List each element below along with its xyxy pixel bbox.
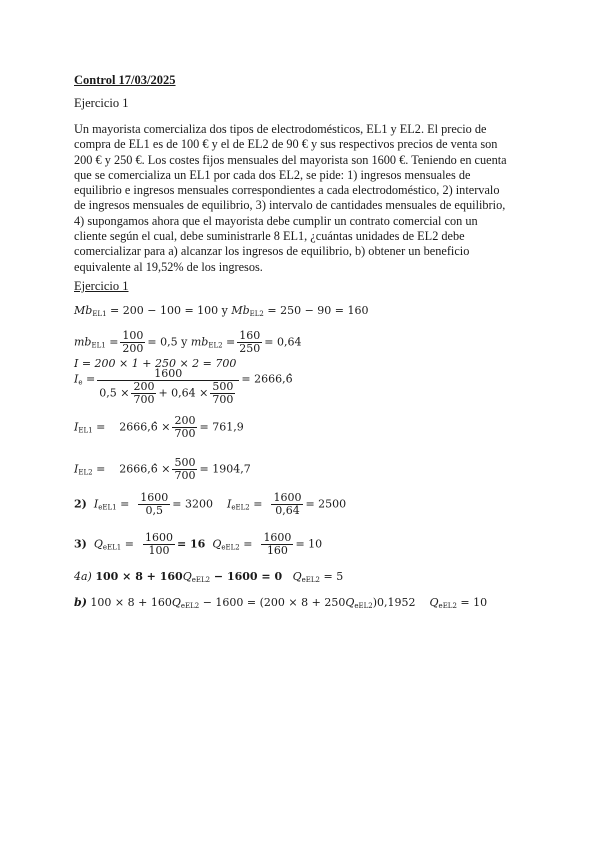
equation-part-4b: b) $100 \times 8 + 160Q_{eEL2} - 1600 = (200 \times 8 + 250Q_{eEL2})0,1952$ $Q_{eEL2} = 10$ [74, 596, 488, 610]
equation-income-interval: 2) $I_{eEL1}$ = $\frac{1600}{0,5}$ = 3200 $I_{eEL2}$ = $\frac{1600}{0,64}$ = 2500 [74, 491, 347, 517]
equation-equilibrium-income: $I_e$ = 1600 0,5 × $\frac{200}{700}$ + 0,64 × $\frac{500}{700}$ = 2666,6̂ [74, 367, 293, 406]
document-title: Control 17/03/2025 [74, 73, 176, 87]
statement-line: equivalente al 19,52% de los ingresos. [74, 259, 263, 274]
equation-unit-margin: $Mb_{EL1} = 200 - 100 = 100$ y $Mb_{EL2} = 250 - 90 = 160$ [74, 304, 369, 318]
statement-line: 200 € y 250 €. Los costes fijos mensuales del mayorista son 1600 €. Teniendo en cuenta [74, 152, 507, 167]
statement-line: compra de EL1 es de 100 € y el de EL2 de 90 € y sus respectivos precios de venta son [74, 137, 498, 152]
equation-income: I = 200 × 1 + 250 × 2 = 700 [74, 357, 237, 370]
equation-margin-ratio: $mb_{EL1}$ = $\frac{100}{200}$ = 0,5 y $mb_{EL2}$ = $\frac{160}{250}$ = 0,64 [74, 329, 302, 355]
statement-line: de ingresos mensuales de equilibrio, 3) intervalo de cantidades mensuales de equilibrio, [74, 198, 506, 213]
problem-statement [74, 122, 534, 275]
statement-line: 4) supongamos ahora que el mayorista debe cumplir un contrato comercial con un [74, 213, 478, 228]
statement-line: que se comercializa un EL1 por cada dos EL2, se pide: 1) ingresos mensuales de [74, 167, 471, 182]
exercise-heading: Ejercicio 1 [74, 96, 129, 110]
statement-line: cliente según el cual, debe suministrarle 8 EL1, ¿cuántas unidades de EL2 debe [74, 229, 465, 244]
equation-income-el1: $I_{EL1}$ = 2666,6̂ × $\frac{200}{700}$ = 761,9 [74, 414, 244, 440]
equation-quantity-interval: 3) $Q_{eEL1}$ = $\frac{1600}{100}$ = 16 $Q_{eEL2}$ = $\frac{1600}{160}$ = 10 [74, 531, 323, 557]
statement-line: comercializar para a) alcanzar los ingresos de equilibrio, b) obtener un beneficio [74, 244, 470, 259]
equation-part-4a: 4a) $100 \times 8 + 160Q_{eEL2} - 1600 = 0$ $Q_{eEL2} = 5$ [74, 570, 344, 584]
statement-line: equilibrio e ingresos mensuales correspondientes a cada electrodoméstico, 2) intervalo [74, 183, 500, 198]
equation-income-el2: $I_{EL2}$ = 2666,6̂ × $\frac{500}{700}$ = 1904,7 [74, 456, 251, 482]
solution-heading: Ejercicio 1 [74, 279, 129, 293]
statement-line: Un mayorista comercializa dos tipos de electrodomésticos, EL1 y EL2. El precio de [74, 122, 487, 136]
